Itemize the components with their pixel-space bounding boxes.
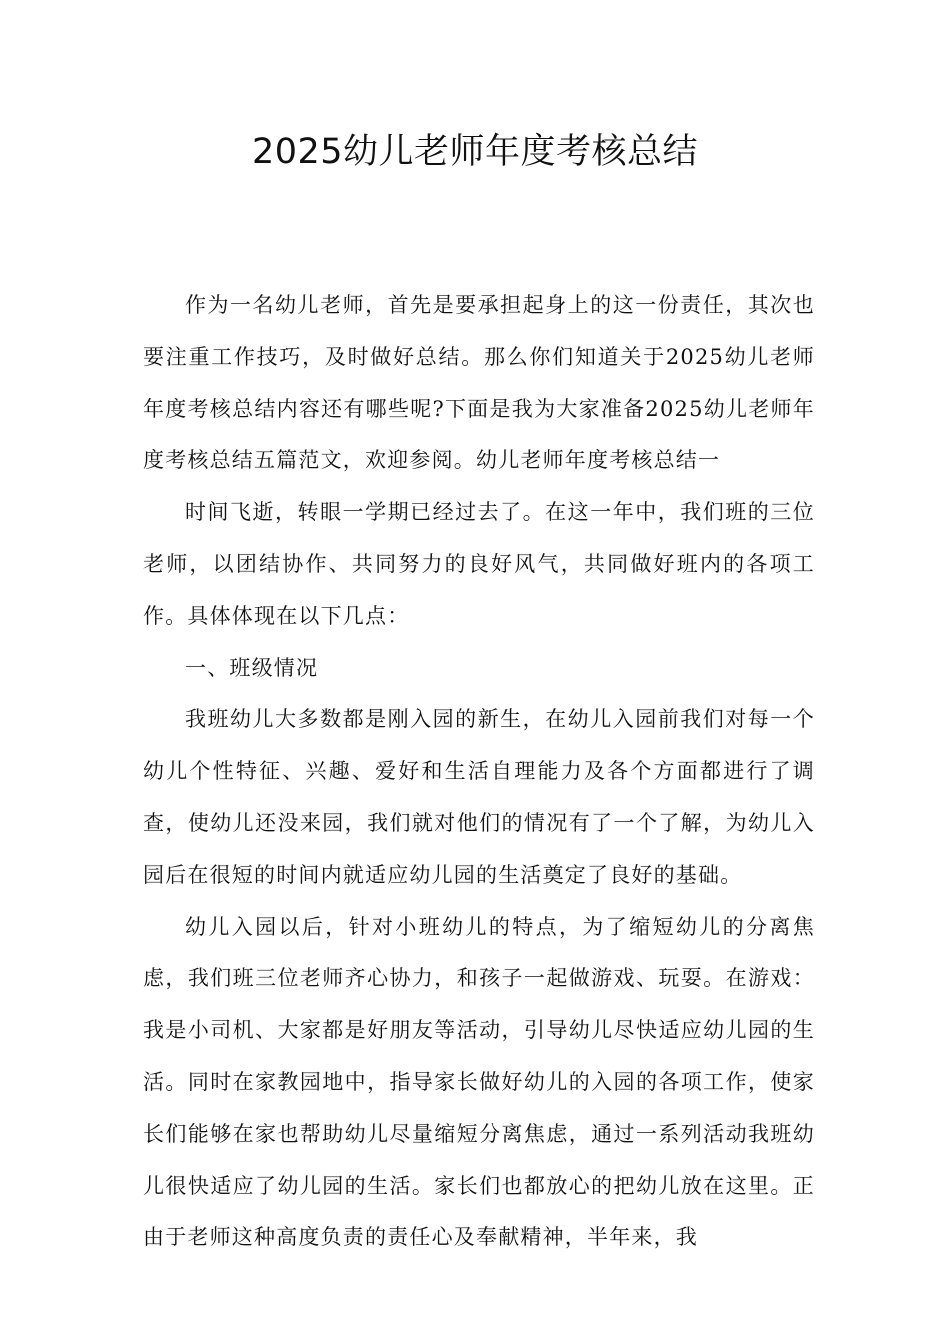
section-heading-class-situation: 一、班级情况 (185, 655, 319, 680)
document-title: 2025幼儿老师年度考核总结 (251, 132, 699, 172)
paragraph-adaptation: 幼儿入园以后，针对小班幼儿的特点，为了缩短幼儿的分离焦虑，我们班三位老师齐心协力，和孩子一起做游戏、玩耍。在游戏：我是小司机、大家都是好朋友等活动，引导幼儿尽快适应幼儿园的生活。同时在家教园地中，指导家长做好幼儿的入园的各项工作，使家长们能够在家也帮助幼儿尽量缩短分离焦虑，通过一系列活动我班幼儿很快适应了幼儿园的生活。家长们也都放心的把幼儿放在这里。正由于老师这种高度负责的责任心及奉献精神，半年来，我 (143, 914, 815, 1250)
paragraph-intro: 作为一名幼儿老师，首先是要承担起身上的这一份责任，其次也要注重工作技巧，及时做好总结。那么你们知道关于2025幼儿老师年度考核总结内容还有哪些呢?下面是我为大家准备2025幼儿老师年度考核总结五篇范文，欢迎参阅。幼儿老师年度考核总结一 (143, 293, 815, 473)
paragraph-overview: 时间飞逝，转眼一学期已经过去了。在这一年中，我们班的三位老师，以团结协作、共同努力的良好风气，共同做好班内的各项工作。具体体现在以下几点： (143, 500, 815, 628)
paragraph-class-situation: 我班幼儿大多数都是刚入园的新生，在幼儿入园前我们对每一个幼儿个性特征、兴趣、爱好和生活自理能力及各个方面都进行了调查，使幼儿还没来园，我们就对他们的情况有了一个了解，为幼儿入园后在很短的时间内就适应幼儿园的生活奠定了良好的基础。 (143, 707, 815, 887)
document-body (143, 280, 815, 1264)
